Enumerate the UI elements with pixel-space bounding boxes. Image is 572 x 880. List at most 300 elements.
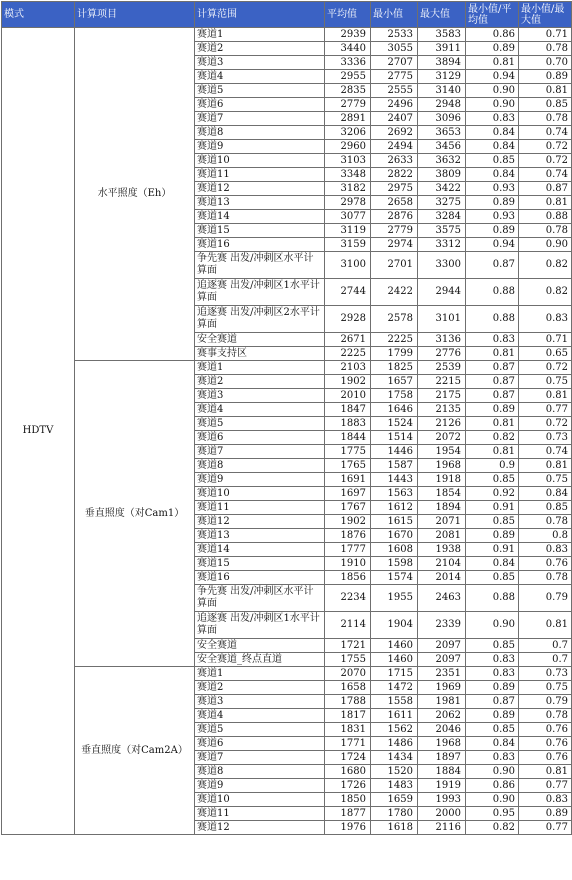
min-max-ratio-cell: 0.74: [519, 445, 572, 459]
calc-range-cell: 赛道7: [195, 112, 325, 126]
calc-range-cell: 赛道1: [195, 28, 325, 42]
min-avg-ratio-cell: 0.82: [466, 821, 519, 835]
min-cell: 2822: [371, 168, 418, 182]
min-max-ratio-cell: 0.76: [519, 751, 572, 765]
calc-range-cell: 追逐赛 出发/冲刺区1水平计算面: [195, 612, 325, 639]
min-cell: 1715: [371, 667, 418, 681]
max-cell: 1854: [418, 487, 466, 501]
max-cell: 2776: [418, 347, 466, 361]
average-cell: 2234: [325, 585, 371, 612]
average-cell: 1844: [325, 431, 371, 445]
min-cell: 2658: [371, 196, 418, 210]
min-avg-ratio-cell: 0.93: [466, 182, 519, 196]
min-cell: 1670: [371, 529, 418, 543]
max-cell: 3140: [418, 84, 466, 98]
average-cell: 2835: [325, 84, 371, 98]
min-avg-ratio-cell: 0.90: [466, 612, 519, 639]
average-cell: 2744: [325, 279, 371, 306]
min-cell: 1472: [371, 681, 418, 695]
calc-range-cell: 赛道13: [195, 196, 325, 210]
min-max-ratio-cell: 0.81: [519, 84, 572, 98]
min-avg-ratio-cell: 0.88: [466, 306, 519, 333]
max-cell: 1993: [418, 793, 466, 807]
min-max-ratio-cell: 0.82: [519, 279, 572, 306]
min-cell: 1825: [371, 361, 418, 375]
calc-range-cell: 赛道7: [195, 751, 325, 765]
min-max-ratio-cell: 0.7: [519, 639, 572, 653]
min-avg-ratio-cell: 0.81: [466, 56, 519, 70]
average-cell: 2070: [325, 667, 371, 681]
max-cell: 3101: [418, 306, 466, 333]
max-cell: 2948: [418, 98, 466, 112]
calc-range-cell: 赛道4: [195, 709, 325, 723]
min-cell: 1659: [371, 793, 418, 807]
calc-range-cell: 赛道3: [195, 695, 325, 709]
average-cell: 1724: [325, 751, 371, 765]
average-cell: 1976: [325, 821, 371, 835]
min-cell: 2707: [371, 56, 418, 70]
min-max-ratio-cell: 0.73: [519, 667, 572, 681]
min-max-ratio-cell: 0.81: [519, 389, 572, 403]
calc-range-cell: 赛道6: [195, 431, 325, 445]
average-cell: 1755: [325, 653, 371, 667]
max-cell: 2104: [418, 557, 466, 571]
min-cell: 1598: [371, 557, 418, 571]
calc-range-cell: 赛道12: [195, 515, 325, 529]
average-cell: 2960: [325, 140, 371, 154]
max-cell: 1894: [418, 501, 466, 515]
average-cell: 2010: [325, 389, 371, 403]
max-cell: 2175: [418, 389, 466, 403]
max-cell: 2014: [418, 571, 466, 585]
min-max-ratio-cell: 0.74: [519, 126, 572, 140]
min-avg-ratio-cell: 0.87: [466, 695, 519, 709]
min-cell: 1646: [371, 403, 418, 417]
calc-range-cell: 安全赛道_终点直道: [195, 653, 325, 667]
calc-range-cell: 追逐赛 出发/冲刺区2水平计算面: [195, 306, 325, 333]
average-cell: 2928: [325, 306, 371, 333]
calc-range-cell: 赛事支持区: [195, 347, 325, 361]
min-avg-ratio-cell: 0.89: [466, 224, 519, 238]
calc-range-cell: 赛道5: [195, 723, 325, 737]
min-max-ratio-cell: 0.70: [519, 56, 572, 70]
max-cell: 3632: [418, 154, 466, 168]
min-max-ratio-cell: 0.83: [519, 543, 572, 557]
min-cell: 1520: [371, 765, 418, 779]
average-cell: 3103: [325, 154, 371, 168]
min-max-ratio-cell: 0.72: [519, 140, 572, 154]
calc-item-cell: 垂直照度（对Cam1）: [75, 361, 195, 667]
min-max-ratio-cell: 0.76: [519, 737, 572, 751]
average-cell: 1910: [325, 557, 371, 571]
min-max-ratio-cell: 0.78: [519, 42, 572, 56]
average-cell: 1691: [325, 473, 371, 487]
min-avg-ratio-cell: 0.89: [466, 196, 519, 210]
max-cell: 2097: [418, 653, 466, 667]
calc-range-cell: 赛道5: [195, 84, 325, 98]
max-cell: 2215: [418, 375, 466, 389]
average-cell: 1765: [325, 459, 371, 473]
min-max-ratio-cell: 0.78: [519, 224, 572, 238]
min-avg-ratio-cell: 0.95: [466, 807, 519, 821]
max-cell: 2126: [418, 417, 466, 431]
min-cell: 1758: [371, 389, 418, 403]
table-row: [2, 361, 572, 375]
min-cell: 1562: [371, 723, 418, 737]
min-max-ratio-cell: 0.78: [519, 709, 572, 723]
min-max-ratio-cell: 0.75: [519, 681, 572, 695]
min-avg-ratio-cell: 0.81: [466, 445, 519, 459]
min-max-ratio-cell: 0.75: [519, 473, 572, 487]
calc-range-cell: 赛道8: [195, 126, 325, 140]
min-max-ratio-cell: 0.89: [519, 70, 572, 84]
average-cell: 3182: [325, 182, 371, 196]
max-cell: 2046: [418, 723, 466, 737]
average-cell: 1726: [325, 779, 371, 793]
min-cell: 1486: [371, 737, 418, 751]
min-avg-ratio-cell: 0.94: [466, 70, 519, 84]
header-max: 最大值: [418, 2, 466, 28]
min-max-ratio-cell: 0.72: [519, 361, 572, 375]
max-cell: 1968: [418, 737, 466, 751]
min-cell: 1443: [371, 473, 418, 487]
min-cell: 1514: [371, 431, 418, 445]
min-max-ratio-cell: 0.81: [519, 765, 572, 779]
min-max-ratio-cell: 0.85: [519, 501, 572, 515]
min-cell: 1434: [371, 751, 418, 765]
average-cell: 2955: [325, 70, 371, 84]
min-cell: 3055: [371, 42, 418, 56]
min-max-ratio-cell: 0.72: [519, 154, 572, 168]
min-max-ratio-cell: 0.77: [519, 779, 572, 793]
average-cell: 1721: [325, 639, 371, 653]
min-max-ratio-cell: 0.83: [519, 306, 572, 333]
average-cell: 1788: [325, 695, 371, 709]
min-max-ratio-cell: 0.78: [519, 112, 572, 126]
min-cell: 1563: [371, 487, 418, 501]
max-cell: 1969: [418, 681, 466, 695]
min-avg-ratio-cell: 0.87: [466, 389, 519, 403]
min-cell: 1524: [371, 417, 418, 431]
min-cell: 2779: [371, 224, 418, 238]
min-max-ratio-cell: 0.71: [519, 28, 572, 42]
max-cell: 3096: [418, 112, 466, 126]
min-max-ratio-cell: 0.76: [519, 557, 572, 571]
calc-range-cell: 赛道14: [195, 210, 325, 224]
max-cell: 1919: [418, 779, 466, 793]
min-cell: 1574: [371, 571, 418, 585]
average-cell: 2114: [325, 612, 371, 639]
calc-range-cell: 赛道6: [195, 98, 325, 112]
calc-range-cell: 赛道10: [195, 154, 325, 168]
min-max-ratio-cell: 0.79: [519, 695, 572, 709]
calc-range-cell: 赛道16: [195, 571, 325, 585]
min-cell: 2633: [371, 154, 418, 168]
average-cell: 3100: [325, 252, 371, 279]
calc-range-cell: 赛道1: [195, 667, 325, 681]
max-cell: 3300: [418, 252, 466, 279]
max-cell: 2116: [418, 821, 466, 835]
calc-range-cell: 赛道3: [195, 56, 325, 70]
average-cell: 3348: [325, 168, 371, 182]
max-cell: 1981: [418, 695, 466, 709]
min-avg-ratio-cell: 0.89: [466, 403, 519, 417]
min-max-ratio-cell: 0.78: [519, 571, 572, 585]
min-cell: 2975: [371, 182, 418, 196]
average-cell: 1771: [325, 737, 371, 751]
min-avg-ratio-cell: 0.85: [466, 154, 519, 168]
min-avg-ratio-cell: 0.89: [466, 681, 519, 695]
calc-range-cell: 赛道1: [195, 361, 325, 375]
min-avg-ratio-cell: 0.83: [466, 653, 519, 667]
min-avg-ratio-cell: 0.88: [466, 585, 519, 612]
max-cell: 2072: [418, 431, 466, 445]
average-cell: 3077: [325, 210, 371, 224]
min-avg-ratio-cell: 0.83: [466, 751, 519, 765]
average-cell: 1817: [325, 709, 371, 723]
min-cell: 2494: [371, 140, 418, 154]
min-max-ratio-cell: 0.90: [519, 238, 572, 252]
min-avg-ratio-cell: 0.83: [466, 112, 519, 126]
max-cell: 3284: [418, 210, 466, 224]
max-cell: 3312: [418, 238, 466, 252]
min-cell: 1780: [371, 807, 418, 821]
calc-range-cell: 赛道13: [195, 529, 325, 543]
average-cell: 1877: [325, 807, 371, 821]
average-cell: 2103: [325, 361, 371, 375]
table-body: [2, 28, 572, 835]
min-max-ratio-cell: 0.73: [519, 431, 572, 445]
header-min: 最小值: [371, 2, 418, 28]
min-max-ratio-cell: 0.75: [519, 375, 572, 389]
min-avg-ratio-cell: 0.84: [466, 557, 519, 571]
max-cell: 1938: [418, 543, 466, 557]
min-cell: 2496: [371, 98, 418, 112]
average-cell: 2671: [325, 333, 371, 347]
max-cell: 2097: [418, 639, 466, 653]
min-max-ratio-cell: 0.72: [519, 417, 572, 431]
min-avg-ratio-cell: 0.89: [466, 42, 519, 56]
min-avg-ratio-cell: 0.85: [466, 639, 519, 653]
max-cell: 2135: [418, 403, 466, 417]
max-cell: 2071: [418, 515, 466, 529]
min-cell: 2775: [371, 70, 418, 84]
max-cell: 1884: [418, 765, 466, 779]
table-row: [2, 28, 572, 42]
min-avg-ratio-cell: 0.85: [466, 723, 519, 737]
min-avg-ratio-cell: 0.90: [466, 98, 519, 112]
min-avg-ratio-cell: 0.81: [466, 417, 519, 431]
min-max-ratio-cell: 0.65: [519, 347, 572, 361]
calc-range-cell: 赛道2: [195, 375, 325, 389]
min-max-ratio-cell: 0.87: [519, 182, 572, 196]
min-cell: 2578: [371, 306, 418, 333]
max-cell: 2539: [418, 361, 466, 375]
min-cell: 2555: [371, 84, 418, 98]
calc-range-cell: 赛道15: [195, 224, 325, 238]
average-cell: 1876: [325, 529, 371, 543]
max-cell: 3129: [418, 70, 466, 84]
min-avg-ratio-cell: 0.87: [466, 375, 519, 389]
max-cell: 3275: [418, 196, 466, 210]
min-cell: 1446: [371, 445, 418, 459]
min-cell: 1483: [371, 779, 418, 793]
calc-range-cell: 赛道4: [195, 403, 325, 417]
header-min-over-avg: 最小值/平均值: [466, 2, 519, 28]
average-cell: 1777: [325, 543, 371, 557]
max-cell: 3809: [418, 168, 466, 182]
min-cell: 1608: [371, 543, 418, 557]
max-cell: 2463: [418, 585, 466, 612]
min-max-ratio-cell: 0.71: [519, 333, 572, 347]
min-max-ratio-cell: 0.85: [519, 98, 572, 112]
max-cell: 3422: [418, 182, 466, 196]
calc-range-cell: 赛道10: [195, 487, 325, 501]
min-cell: 1460: [371, 639, 418, 653]
header-mode: 模式: [2, 2, 75, 28]
calc-range-cell: 赛道12: [195, 821, 325, 835]
average-cell: 3159: [325, 238, 371, 252]
min-avg-ratio-cell: 0.92: [466, 487, 519, 501]
min-avg-ratio-cell: 0.90: [466, 793, 519, 807]
calc-range-cell: 赛道8: [195, 459, 325, 473]
calc-range-cell: 赛道10: [195, 793, 325, 807]
average-cell: 1697: [325, 487, 371, 501]
table-row: [2, 667, 572, 681]
calc-item-cell: 垂直照度（对Cam2A）: [75, 667, 195, 835]
min-max-ratio-cell: 0.89: [519, 807, 572, 821]
min-max-ratio-cell: 0.83: [519, 793, 572, 807]
mode-cell: HDTV: [2, 28, 75, 835]
max-cell: 1918: [418, 473, 466, 487]
header-calc-item: 计算项目: [75, 2, 195, 28]
min-avg-ratio-cell: 0.87: [466, 252, 519, 279]
min-max-ratio-cell: 0.77: [519, 403, 572, 417]
calc-range-cell: 赛道11: [195, 501, 325, 515]
min-avg-ratio-cell: 0.84: [466, 126, 519, 140]
average-cell: 3336: [325, 56, 371, 70]
min-cell: 1615: [371, 515, 418, 529]
min-max-ratio-cell: 0.79: [519, 585, 572, 612]
min-cell: 1558: [371, 695, 418, 709]
min-cell: 1611: [371, 709, 418, 723]
calc-range-cell: 赛道9: [195, 473, 325, 487]
min-avg-ratio-cell: 0.85: [466, 473, 519, 487]
average-cell: 3440: [325, 42, 371, 56]
min-max-ratio-cell: 0.88: [519, 210, 572, 224]
header-calc-range: 计算范围: [195, 2, 325, 28]
average-cell: 1902: [325, 375, 371, 389]
average-cell: 1680: [325, 765, 371, 779]
min-cell: 2692: [371, 126, 418, 140]
min-avg-ratio-cell: 0.93: [466, 210, 519, 224]
calc-range-cell: 追逐赛 出发/冲刺区1水平计算面: [195, 279, 325, 306]
max-cell: 2081: [418, 529, 466, 543]
calc-range-cell: 赛道14: [195, 543, 325, 557]
max-cell: 1897: [418, 751, 466, 765]
min-avg-ratio-cell: 0.81: [466, 347, 519, 361]
max-cell: 3653: [418, 126, 466, 140]
calc-range-cell: 赛道2: [195, 42, 325, 56]
average-cell: 1856: [325, 571, 371, 585]
min-cell: 2876: [371, 210, 418, 224]
calc-range-cell: 安全赛道: [195, 639, 325, 653]
max-cell: 1954: [418, 445, 466, 459]
min-cell: 1460: [371, 653, 418, 667]
min-max-ratio-cell: 0.74: [519, 168, 572, 182]
min-cell: 1587: [371, 459, 418, 473]
min-max-ratio-cell: 0.77: [519, 821, 572, 835]
header-row: [2, 2, 572, 28]
min-max-ratio-cell: 0.81: [519, 612, 572, 639]
calc-range-cell: 赛道11: [195, 807, 325, 821]
calc-item-cell: 水平照度（Eh）: [75, 28, 195, 361]
max-cell: 3136: [418, 333, 466, 347]
calc-range-cell: 赛道12: [195, 182, 325, 196]
calc-range-cell: 赛道3: [195, 389, 325, 403]
min-avg-ratio-cell: 0.82: [466, 431, 519, 445]
average-cell: 1831: [325, 723, 371, 737]
average-cell: 2225: [325, 347, 371, 361]
calc-range-cell: 安全赛道: [195, 333, 325, 347]
min-max-ratio-cell: 0.78: [519, 515, 572, 529]
average-cell: 1850: [325, 793, 371, 807]
min-cell: 2422: [371, 279, 418, 306]
min-avg-ratio-cell: 0.91: [466, 543, 519, 557]
min-avg-ratio-cell: 0.90: [466, 765, 519, 779]
min-avg-ratio-cell: 0.84: [466, 140, 519, 154]
min-cell: 2974: [371, 238, 418, 252]
max-cell: 2062: [418, 709, 466, 723]
average-cell: 2779: [325, 98, 371, 112]
min-avg-ratio-cell: 0.83: [466, 667, 519, 681]
min-avg-ratio-cell: 0.90: [466, 84, 519, 98]
max-cell: 2339: [418, 612, 466, 639]
min-avg-ratio-cell: 0.9: [466, 459, 519, 473]
header-average: 平均值: [325, 2, 371, 28]
min-cell: 1955: [371, 585, 418, 612]
min-avg-ratio-cell: 0.87: [466, 361, 519, 375]
min-cell: 2225: [371, 333, 418, 347]
min-avg-ratio-cell: 0.94: [466, 238, 519, 252]
max-cell: 3575: [418, 224, 466, 238]
calc-range-cell: 争先赛 出发/冲刺区水平计算面: [195, 252, 325, 279]
min-max-ratio-cell: 0.7: [519, 653, 572, 667]
min-avg-ratio-cell: 0.89: [466, 709, 519, 723]
calc-range-cell: 赛道15: [195, 557, 325, 571]
average-cell: 2891: [325, 112, 371, 126]
min-max-ratio-cell: 0.81: [519, 196, 572, 210]
average-cell: 3119: [325, 224, 371, 238]
calc-range-cell: 赛道4: [195, 70, 325, 84]
min-avg-ratio-cell: 0.85: [466, 571, 519, 585]
min-avg-ratio-cell: 0.91: [466, 501, 519, 515]
min-avg-ratio-cell: 0.84: [466, 168, 519, 182]
min-cell: 2701: [371, 252, 418, 279]
average-cell: 3206: [325, 126, 371, 140]
calc-range-cell: 赛道7: [195, 445, 325, 459]
average-cell: 2978: [325, 196, 371, 210]
min-cell: 1618: [371, 821, 418, 835]
min-max-ratio-cell: 0.84: [519, 487, 572, 501]
illuminance-table: [1, 1, 572, 835]
min-avg-ratio-cell: 0.84: [466, 737, 519, 751]
calc-range-cell: 赛道2: [195, 681, 325, 695]
min-avg-ratio-cell: 0.89: [466, 529, 519, 543]
min-cell: 1799: [371, 347, 418, 361]
average-cell: 1902: [325, 515, 371, 529]
calc-range-cell: 赛道5: [195, 417, 325, 431]
